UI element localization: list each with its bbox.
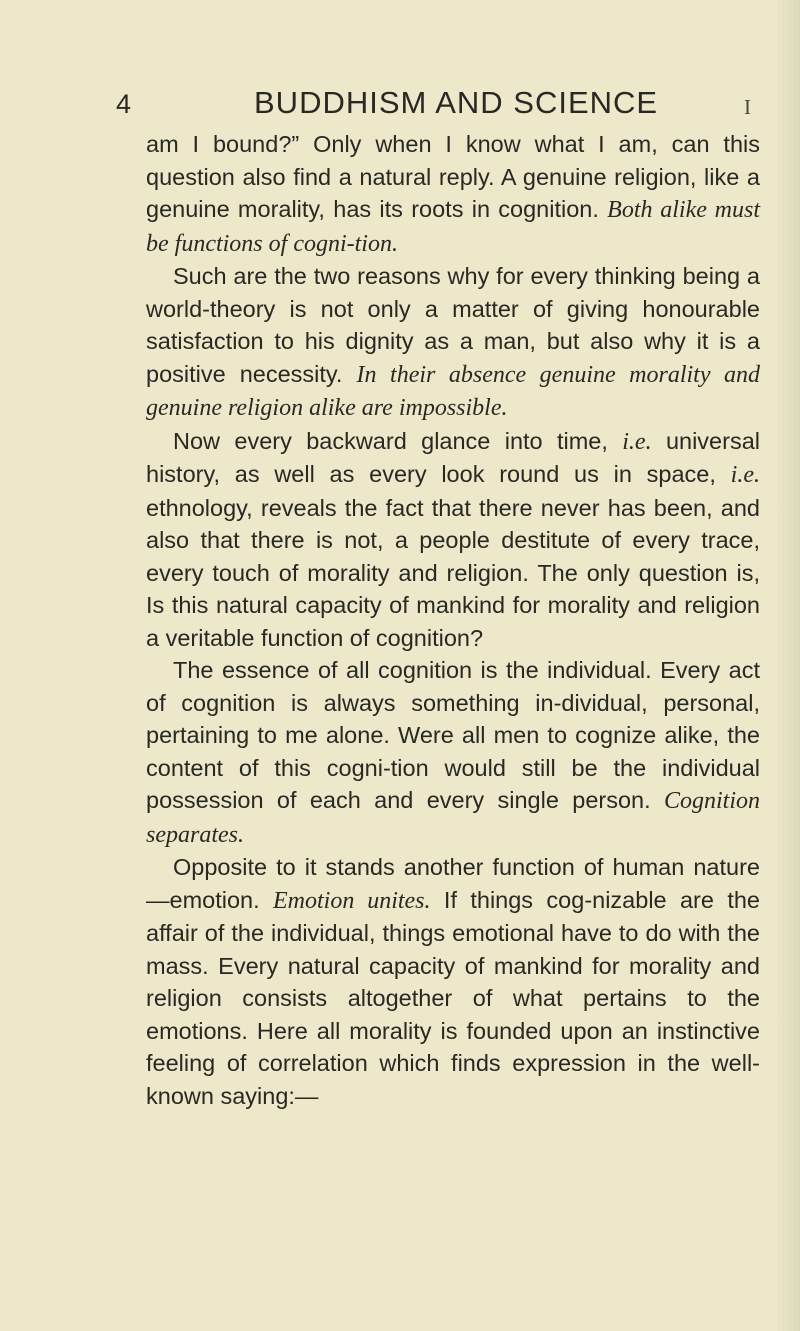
italic-run: Emotion unites. <box>273 887 431 914</box>
page-number: 4 <box>116 89 132 119</box>
italic-run: Cognition separates. <box>146 788 760 848</box>
paragraph <box>146 128 760 260</box>
text-run: ethnology, reveals the fact that there never has been, and also that there is not, a people destitute of every trace, every touch of morality and religion. The only question is, Is this natural capacity of mankind for morality and religion a veritable function of cognition? <box>146 494 760 651</box>
running-title: BUDDHISM AND SCIENCE <box>254 85 659 120</box>
text-run: universal history, as well as every look round us in space, <box>146 427 760 487</box>
chapter-mark: I <box>744 95 751 119</box>
italic-run: i.e. <box>622 428 652 455</box>
italic-run: In their absence genuine morality and genuine religion alike are impossible. <box>146 361 761 421</box>
paragraph <box>146 654 760 851</box>
text-run: Opposite to it stands another function of human nature—emotion. <box>146 854 760 913</box>
text-run: Such are the two reasons why for every thinking being a world-theory is not only a matter of giving honourable satisfaction to his dignity as a man, but also why it is a positive necessity. <box>146 263 760 387</box>
text-run: Now every backward glance into time, <box>173 427 623 454</box>
running-head <box>0 80 800 120</box>
page-edge-shadow <box>774 0 800 1331</box>
paragraph <box>146 851 760 1112</box>
italic-run: Both alike must be functions of cogni-tion. <box>146 197 760 257</box>
paragraph <box>146 425 760 655</box>
text-run: am I bound?” Only when I know what I am, can this question also find a natural reply. A genuine religion, like a genuine morality, has its roots in cognition. <box>146 131 760 222</box>
text-run: If things cog-nizable are the affair of the individual, things emotional have to do with the mass. Every natural capacity of mankind for morality and religion consists altogether of what pertains to the emotions. Here all morality is founded upon an instinctive feeling of correlation which finds expression in the well-known saying:— <box>146 886 761 1109</box>
text-run: The essence of all cognition is the individual. Every act of cognition is always something in-dividual, personal, pertaining to me alone. Were all men to cognize alike, the content of this cogni-tion would still be the individual possession of each and every single person. <box>146 657 760 813</box>
body-text <box>146 128 760 1112</box>
paragraph <box>146 260 760 425</box>
italic-run: i.e. <box>730 462 760 488</box>
